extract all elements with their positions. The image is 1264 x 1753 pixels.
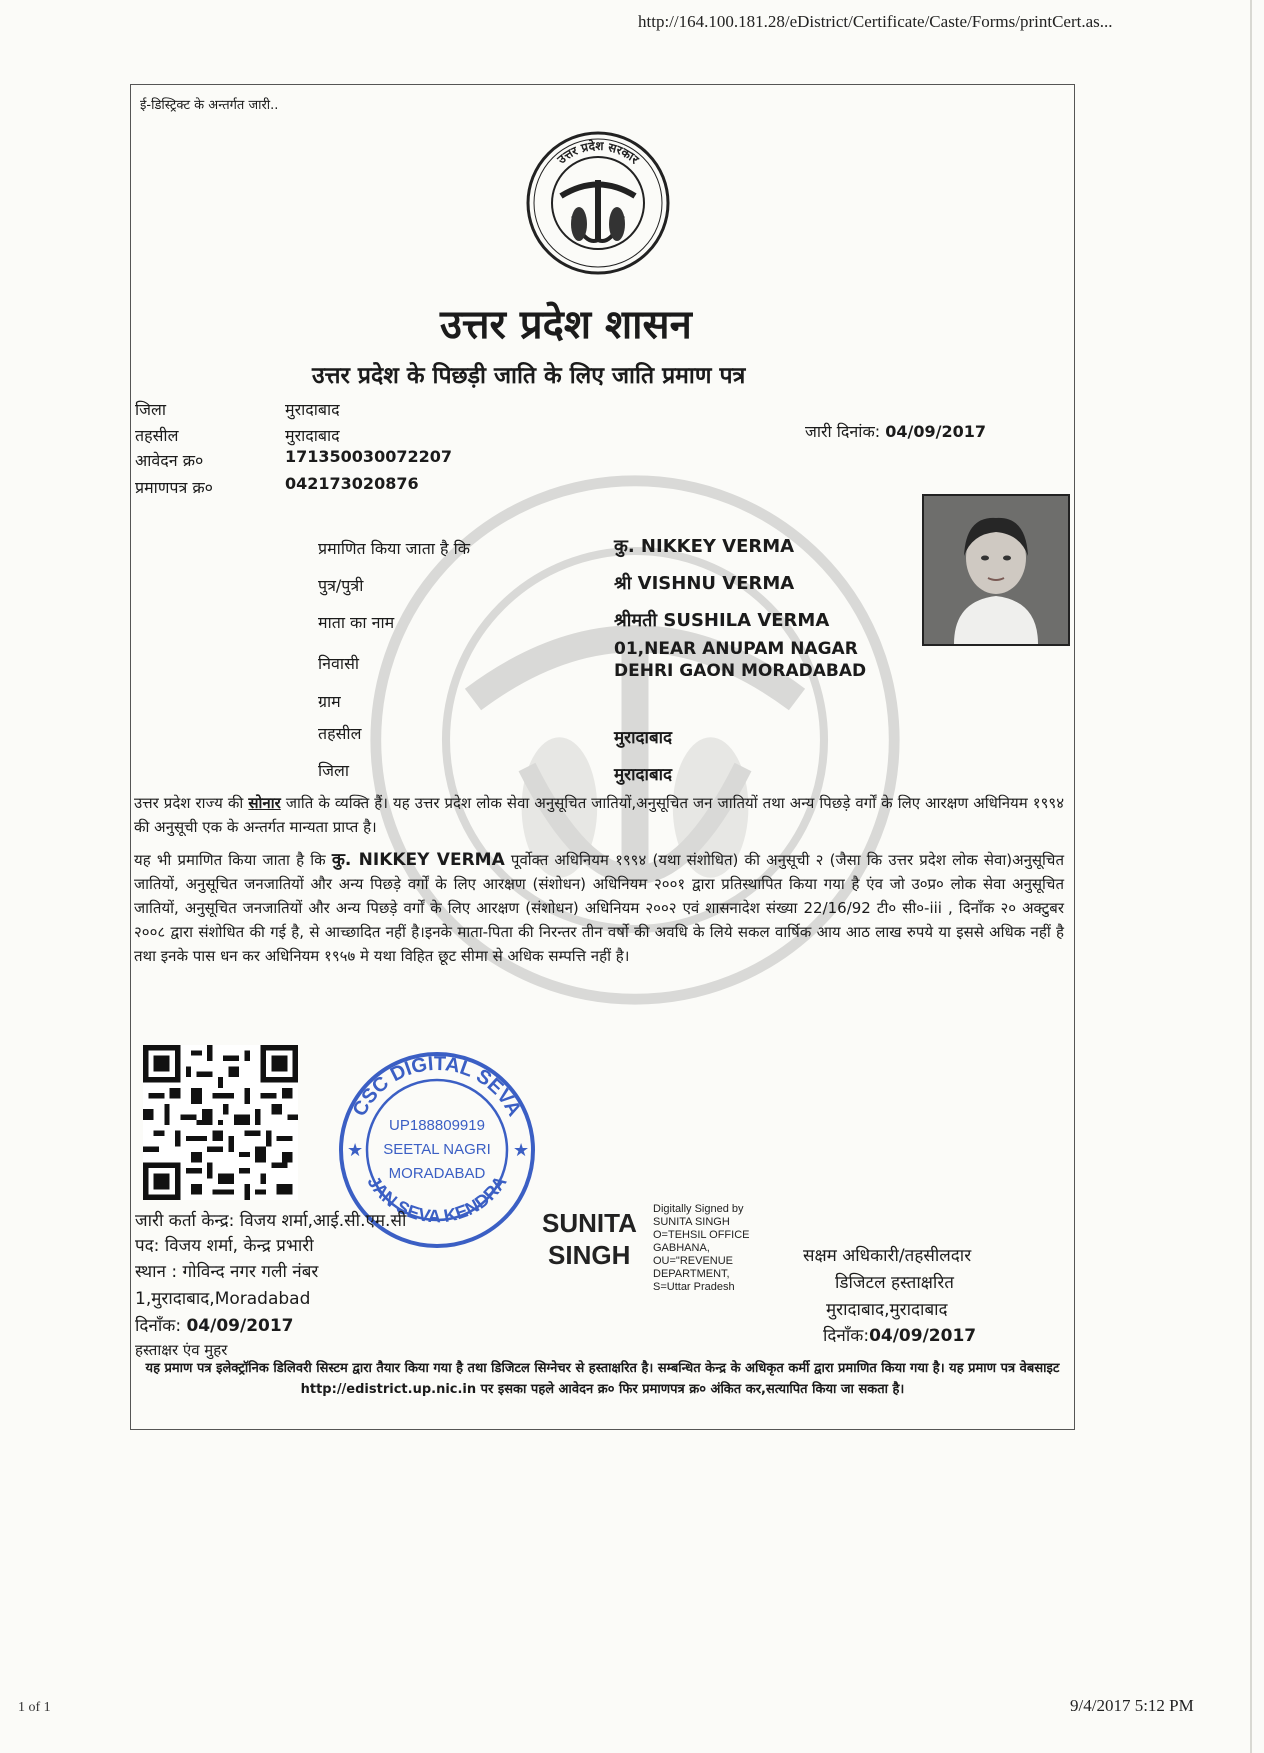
page-count: 1 of 1	[18, 1700, 51, 1715]
up-govt-emblem-icon	[523, 128, 673, 278]
address-line1-value: 01,NEAR ANUPAM NAGAR	[614, 639, 858, 659]
signatory-name-line1: SUNITA	[542, 1208, 637, 1238]
applicant-name-value: कु. NIKKEY VERMA	[614, 536, 795, 557]
authority-location: मुरादाबाद,मुरादाबाद	[826, 1300, 948, 1320]
svg-text:CSC DIGITAL SEVA: CSC DIGITAL SEVA	[348, 1052, 526, 1121]
issued-under-text: ई-डिस्ट्रिक्ट के अन्तर्गत जारी..	[140, 98, 279, 113]
digital-signature-details: Digitally Signed by SUNITA SINGH O=TEHSIL OFFICE GABHANA, OU="REVENUE DEPARTMENT, S=Uttar Pradesh	[653, 1203, 750, 1293]
page-edge-shadow	[1250, 0, 1252, 1753]
svg-text:उत्तर प्रदेश सरकार: उत्तर प्रदेश सरकार	[554, 138, 642, 167]
resident-label: निवासी	[318, 654, 360, 673]
tehsil2-label: तहसील	[318, 724, 362, 743]
certified-that-label: प्रमाणित किया जाता है कि	[318, 539, 471, 558]
district2-value: मुरादाबाद	[614, 765, 673, 785]
caste-name: सोनार	[248, 794, 281, 812]
tehsil-label: तहसील	[135, 426, 179, 445]
issuer-location: स्थान : गोविन्द नगर गली नंबर	[135, 1262, 319, 1282]
print-timestamp: 9/4/2017 5:12 PM	[1070, 1696, 1194, 1715]
svg-text:SEETAL NAGRI: SEETAL NAGRI	[383, 1141, 491, 1158]
authority-date-label: दिनाँक:	[823, 1326, 870, 1346]
signatory-name-line2: SINGH	[548, 1240, 631, 1270]
district-label: जिला	[135, 400, 167, 419]
qr-code	[143, 1045, 298, 1200]
issuer-date-label: दिनाँक:	[135, 1316, 182, 1336]
svg-text:★: ★	[513, 1140, 530, 1161]
issue-date-row	[805, 420, 986, 442]
authority-date-value: 04/09/2017	[869, 1326, 977, 1346]
district-value: मुरादाबाद	[285, 400, 340, 419]
mother-name-label: माता का नाम	[318, 613, 395, 632]
certification-paragraph: यह भी प्रमाणित किया जाता है कि कु. NIKKEY VERMA पूर्वोक्त अधिनियम १९९४ (यथा संशोधित) की अनुसूची २ (जैसा कि उत्तर प्रदेश लोक सेवा)अनुसूचित जातियों, अनुसूचित जनजातियों और अन्य पिछड़े वर्गों के लिए आरक्षण (संशोधन) अधिनियम २००१ द्वारा प्रतिस्थापित किया गया है एंव जो उ०प्र० लोक सेवा अनुसूचित जातियों, अनुसूचित जनजातियों और अन्य पिछड़े वर्गों के लिए आरक्षण (संशोधन) अधिनियम २००२ एवं शासनादेश संख्या 22/16/92 टी० सी०-iii , दिनाँक २० अक्टुबर २००८ द्वारा संशोधित की गई है, से आच्छादित नहीं है।इनके माता-पिता की निरन्तर तीन वर्षो की अवधि के लिये सकल वार्षिक आय आठ लाख रुपये या इससे अधिक नहीं है तथा इनके पास धन कर अधिनियम १९५७ मे यथा विहित छूट सीमा से अधिक सम्पत्ति नहीं है।	[134, 850, 1065, 965]
issuer-designation: पद: विजय शर्मा, केन्द्र प्रभारी	[135, 1236, 314, 1256]
issuer-center: जारी कर्ता केन्द्र: विजय शर्मा,आई.सी.एम.सी	[135, 1211, 407, 1231]
certificate-subtitle: उत्तर प्रदेश के पिछड़ी जाति के लिए जाति प्रमाण पत्र	[312, 362, 746, 389]
certificate-no-value: 042173020876	[285, 474, 419, 493]
caste-paragraph: उत्तर प्रदेश राज्य की सोनार जाति के व्यक्ति हैं। यह उत्तर प्रदेश लोक सेवा अनुसूचित जातियों,अनुसूचित जन जातियों तथा अन्य पिछड़े वर्गों के लिए आरक्षण अधिनियम १९९४ की अनुसूची एक के अन्तर्गत मान्यता प्राप्त है।	[134, 794, 1064, 836]
certificate-no-label: प्रमाणपत्र क्र०	[135, 478, 213, 497]
address-line2-value: DEHRI GAON MORADABAD	[614, 661, 867, 681]
authority-title: सक्षम अधिकारी/तहसीलदार	[803, 1246, 972, 1266]
svg-text:UP188809919: UP188809919	[389, 1117, 485, 1134]
issuer-date-row	[135, 1313, 294, 1336]
village-label: ग्राम	[318, 692, 341, 711]
mother-name-value: श्रीमती SUSHILA VERMA	[614, 610, 830, 631]
certificate-title: उत्तर प्रदेश शासन	[440, 301, 692, 348]
issuer-date-value: 04/09/2017	[186, 1316, 294, 1336]
certification-applicant-name: कु. NIKKEY VERMA	[331, 850, 505, 870]
svg-text:★: ★	[347, 1140, 364, 1161]
verification-note: यह प्रमाण पत्र इलेक्ट्रॉनिक डिलिवरी सिस्टम द्वारा तैयार किया गया है तथा डिजिटल सिग्नेचर से हस्ताक्षरित है। सम्बन्धित केन्द्र के अधिकृत कर्मी द्वारा प्रमाणित किया गया है। यह प्रमाण पत्र वेबसाइट http://edistrict.up.nic.in पर इसका पहले आवेदन क्र० फिर प्रमाणपत्र क्र० अंकित कर,सत्यापित किया जा सकता है।	[145, 1361, 1060, 1397]
father-name-value: श्री VISHNU VERMA	[614, 573, 795, 594]
svg-text:JAN SEVA KENDRA: JAN SEVA KENDRA	[363, 1172, 511, 1227]
authority-digital-signed: डिजिटल हस्ताक्षरित	[835, 1273, 954, 1293]
authority-date-row	[823, 1323, 976, 1346]
tehsil-value: मुरादाबाद	[285, 426, 340, 445]
tehsil2-value: मुरादाबाद	[614, 728, 673, 748]
application-no-value: 171350030072207	[285, 447, 452, 466]
applicant-photo	[922, 494, 1070, 646]
issuer-location-2: 1,मुरादाबाद,Moradabad	[135, 1289, 311, 1309]
son-daughter-of-label: पुत्र/पुत्री	[318, 576, 364, 595]
issue-date-label: जारी दिनांक:	[805, 422, 881, 441]
svg-text:MORADABAD: MORADABAD	[388, 1165, 486, 1182]
application-no-label: आवेदन क्र०	[135, 451, 204, 470]
print-url: http://164.100.181.28/eDistrict/Certificate/Caste/Forms/printCert.as...	[638, 12, 1113, 31]
issuer-sign-label: हस्ताक्षर एंव मुहर	[135, 1341, 228, 1359]
district2-label: जिला	[318, 761, 350, 780]
issue-date-value: 04/09/2017	[885, 422, 986, 441]
